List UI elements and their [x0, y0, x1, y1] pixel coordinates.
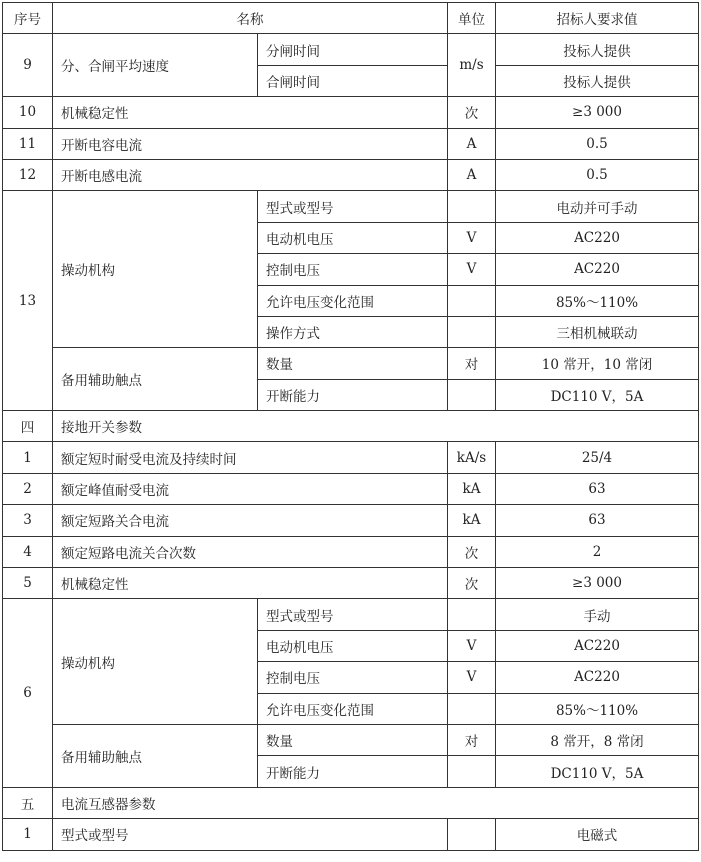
row-name: 额定短时耐受电流及持续时间 — [53, 442, 448, 473]
row-unit: m/s — [448, 34, 496, 97]
row-value: 63 — [496, 473, 699, 504]
table-row — [3, 34, 699, 65]
row-group-name: 操动机构 — [53, 191, 258, 348]
row-value: ≥3 000 — [496, 568, 699, 599]
section-title: 接地开关参数 — [53, 411, 699, 442]
row-subname: 允许电压变化范围 — [258, 285, 448, 316]
row-seq: 2 — [3, 473, 53, 504]
row-value: 投标人提供 — [496, 34, 699, 65]
row-value: AC220 — [496, 254, 699, 285]
row-name: 机械稳定性 — [53, 568, 448, 599]
row-seq: 5 — [3, 568, 53, 599]
row-value: DC110 V，5A — [496, 756, 699, 787]
row-value: AC220 — [496, 662, 699, 693]
row-value: 85%～110% — [496, 693, 699, 724]
row-value: 电磁式 — [496, 819, 699, 850]
row-unit: V — [448, 222, 496, 253]
row-name: 额定峰值耐受电流 — [53, 473, 448, 504]
table-row — [3, 568, 699, 599]
row-subname: 数量 — [258, 348, 448, 379]
row-unit — [448, 819, 496, 850]
row-seq: 11 — [3, 128, 53, 159]
table-row — [3, 442, 699, 473]
row-subname: 合闸时间 — [258, 65, 448, 96]
row-subname: 型式或型号 — [258, 599, 448, 630]
row-seq: 3 — [3, 505, 53, 536]
table-row — [3, 348, 699, 379]
row-subname: 操作方式 — [258, 316, 448, 347]
row-subname: 控制电压 — [258, 254, 448, 285]
row-seq: 1 — [3, 442, 53, 473]
row-unit — [448, 285, 496, 316]
row-group-name: 操动机构 — [53, 599, 258, 725]
table-row — [3, 191, 699, 222]
section-seq: 四 — [3, 411, 53, 442]
table-row — [3, 724, 699, 755]
row-seq: 13 — [3, 191, 53, 411]
header-name: 名称 — [53, 3, 448, 34]
row-seq: 9 — [3, 34, 53, 97]
row-value: 0.5 — [496, 128, 699, 159]
table-row — [3, 819, 699, 850]
row-value: 25/4 — [496, 442, 699, 473]
row-unit: 对 — [448, 724, 496, 755]
row-unit — [448, 316, 496, 347]
row-unit: V — [448, 662, 496, 693]
row-name: 机械稳定性 — [53, 97, 448, 128]
row-name: 额定短路电流关合次数 — [53, 536, 448, 567]
section-seq: 五 — [3, 787, 53, 818]
row-unit: kA — [448, 473, 496, 504]
row-group-name: 备用辅助触点 — [53, 348, 258, 411]
row-subname: 电动机电压 — [258, 630, 448, 661]
row-unit: V — [448, 254, 496, 285]
header-value: 招标人要求值 — [496, 3, 699, 34]
row-unit: A — [448, 159, 496, 190]
row-value: AC220 — [496, 222, 699, 253]
table-row — [3, 97, 699, 128]
row-seq: 12 — [3, 159, 53, 190]
row-value: 电动并可手动 — [496, 191, 699, 222]
row-unit — [448, 693, 496, 724]
table-row — [3, 159, 699, 190]
row-unit: V — [448, 630, 496, 661]
row-name: 分、合闸平均速度 — [53, 34, 258, 97]
table-row — [3, 536, 699, 567]
row-name: 型式或型号 — [53, 819, 448, 850]
row-name: 额定短路关合电流 — [53, 505, 448, 536]
row-subname: 分闸时间 — [258, 34, 448, 65]
section-row — [3, 787, 699, 818]
row-group-name: 备用辅助触点 — [53, 724, 258, 787]
row-unit — [448, 379, 496, 410]
row-seq: 6 — [3, 599, 53, 787]
row-unit: 次 — [448, 536, 496, 567]
row-value: 85%～110% — [496, 285, 699, 316]
row-subname: 允许电压变化范围 — [258, 693, 448, 724]
table-row — [3, 128, 699, 159]
row-value: ≥3 000 — [496, 97, 699, 128]
row-value: DC110 V，5A — [496, 379, 699, 410]
header-row — [3, 3, 699, 34]
row-unit — [448, 191, 496, 222]
row-seq: 4 — [3, 536, 53, 567]
row-name: 开断电容电流 — [53, 128, 448, 159]
row-unit: kA/s — [448, 442, 496, 473]
row-seq: 1 — [3, 819, 53, 850]
table-row — [3, 505, 699, 536]
spec-table — [2, 2, 699, 851]
row-unit: 次 — [448, 97, 496, 128]
row-value: 手动 — [496, 599, 699, 630]
row-unit: A — [448, 128, 496, 159]
row-subname: 型式或型号 — [258, 191, 448, 222]
row-subname: 控制电压 — [258, 662, 448, 693]
row-value: 8 常开，8 常闭 — [496, 724, 699, 755]
row-value: 投标人提供 — [496, 65, 699, 96]
section-row — [3, 411, 699, 442]
row-unit: 次 — [448, 568, 496, 599]
row-value: AC220 — [496, 630, 699, 661]
row-value: 三相机械联动 — [496, 316, 699, 347]
row-seq: 10 — [3, 97, 53, 128]
row-subname: 数量 — [258, 724, 448, 755]
header-seq: 序号 — [3, 3, 53, 34]
row-unit: kA — [448, 505, 496, 536]
table-row — [3, 599, 699, 630]
section-title: 电流互感器参数 — [53, 787, 699, 818]
row-value: 10 常开，10 常闭 — [496, 348, 699, 379]
row-name: 开断电感电流 — [53, 159, 448, 190]
table-row — [3, 473, 699, 504]
row-subname: 开断能力 — [258, 379, 448, 410]
row-value: 0.5 — [496, 159, 699, 190]
row-subname: 电动机电压 — [258, 222, 448, 253]
row-value: 2 — [496, 536, 699, 567]
row-unit — [448, 756, 496, 787]
row-subname: 开断能力 — [258, 756, 448, 787]
header-unit: 单位 — [448, 3, 496, 34]
row-value: 63 — [496, 505, 699, 536]
row-unit — [448, 599, 496, 630]
row-unit: 对 — [448, 348, 496, 379]
